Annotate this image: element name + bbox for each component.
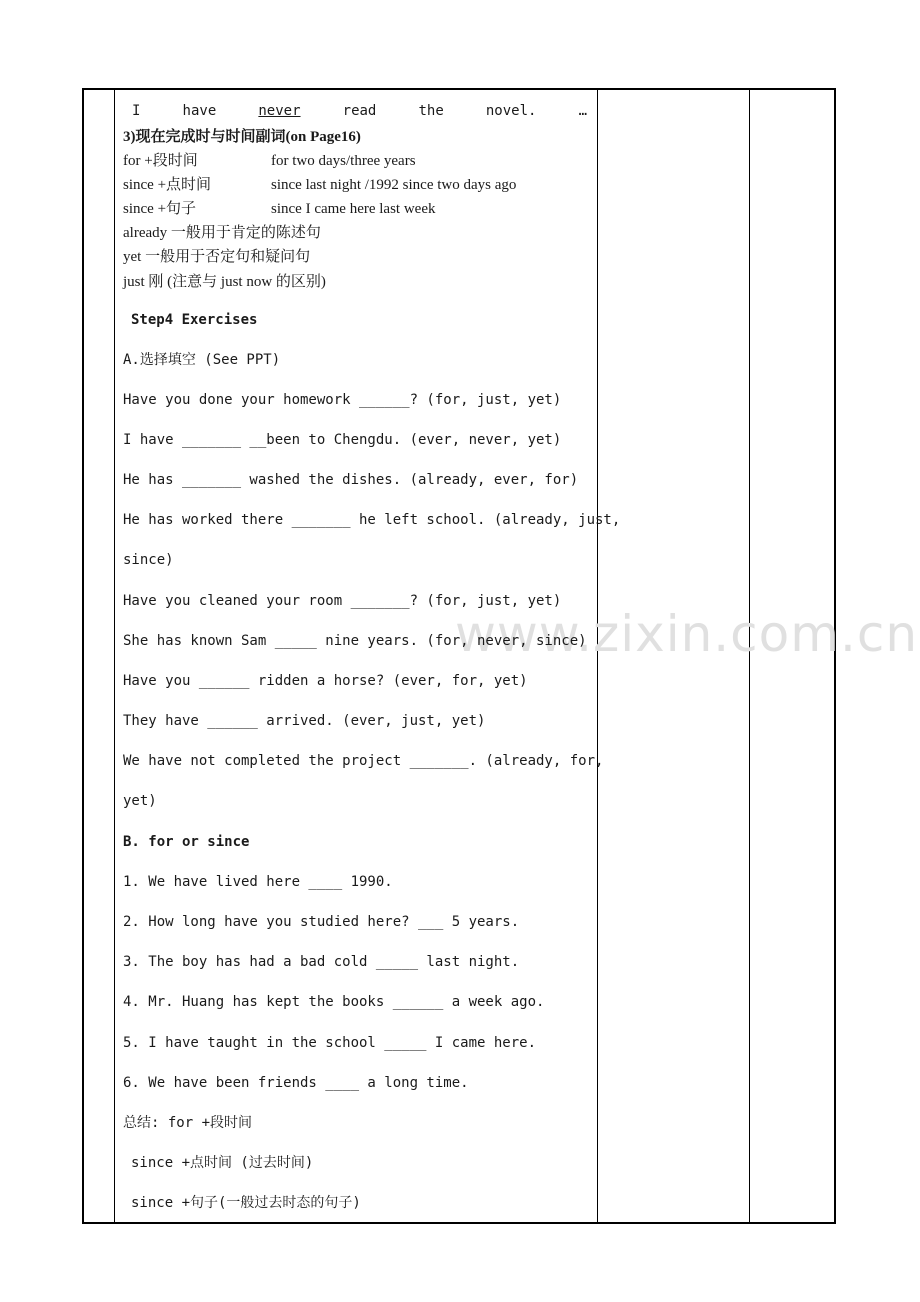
exercise-item: Have you done your homework ______? (for, just, yet) [123, 392, 562, 408]
exercise-item: since) [123, 552, 174, 568]
exercise-item: 6. We have been friends ____ a long time. [123, 1075, 469, 1091]
adverb-row: for +段时间 for two days/three years [123, 153, 416, 169]
summary-line: 总结: for +段时间 [123, 1115, 253, 1131]
exercise-item: 2. How long have you studied here? ___ 5 years. [123, 914, 520, 930]
part-b-title: B. for or since [123, 834, 250, 850]
exercise-item: 5. I have taught in the school _____ I came here. [123, 1035, 537, 1051]
exercise-item: He has worked there _______ he left school. (already, just, [123, 512, 621, 528]
exercise-item: She has known Sam _____ nine years. (for, never, since) [123, 633, 587, 649]
exercise-item: 1. We have lived here ____ 1990. [123, 874, 393, 890]
exercise-item: 3. The boy has had a bad cold _____ last night. [123, 954, 520, 970]
part-a-title: A.选择填空 (See PPT) [123, 352, 281, 368]
exercise-item: 4. Mr. Huang has kept the books ______ a week ago. [123, 994, 545, 1010]
example-sentence: I have never read the novel. … [132, 103, 587, 119]
exercise-item: He has _______ washed the dishes. (already, ever, for) [123, 472, 579, 488]
usage-note: already 一般用于肯定的陈述句 [123, 225, 321, 241]
section-heading: 3)现在完成时与时间副词(on Page16) [123, 129, 361, 145]
adverb-row: since +点时间 since last night /1992 since two days ago [123, 177, 517, 193]
usage-note: just 刚 (注意与 just now 的区别) [123, 274, 326, 290]
summary-line: since +句子(一般过去时态的句子) [131, 1195, 361, 1211]
exercise-item: They have ______ arrived. (ever, just, yet) [123, 713, 486, 729]
usage-note: yet 一般用于否定句和疑问句 [123, 249, 311, 265]
adverb-row: since +句子 since I came here last week [123, 201, 436, 217]
exercise-item: Have you cleaned your room _______? (for, just, yet) [123, 593, 562, 609]
watermark: www.zixin.com.cn [455, 605, 919, 663]
exercise-item: We have not completed the project _______. (already, for, [123, 753, 604, 769]
summary-line: since +点时间 (过去时间) [131, 1155, 314, 1171]
exercise-item: I have _______ __been to Chengdu. (ever, never, yet) [123, 432, 562, 448]
step-title: Step4 Exercises [131, 312, 258, 328]
column-divider [114, 90, 115, 1222]
exercise-item: yet) [123, 793, 157, 809]
exercise-item: Have you ______ ridden a horse? (ever, for, yet) [123, 673, 528, 689]
